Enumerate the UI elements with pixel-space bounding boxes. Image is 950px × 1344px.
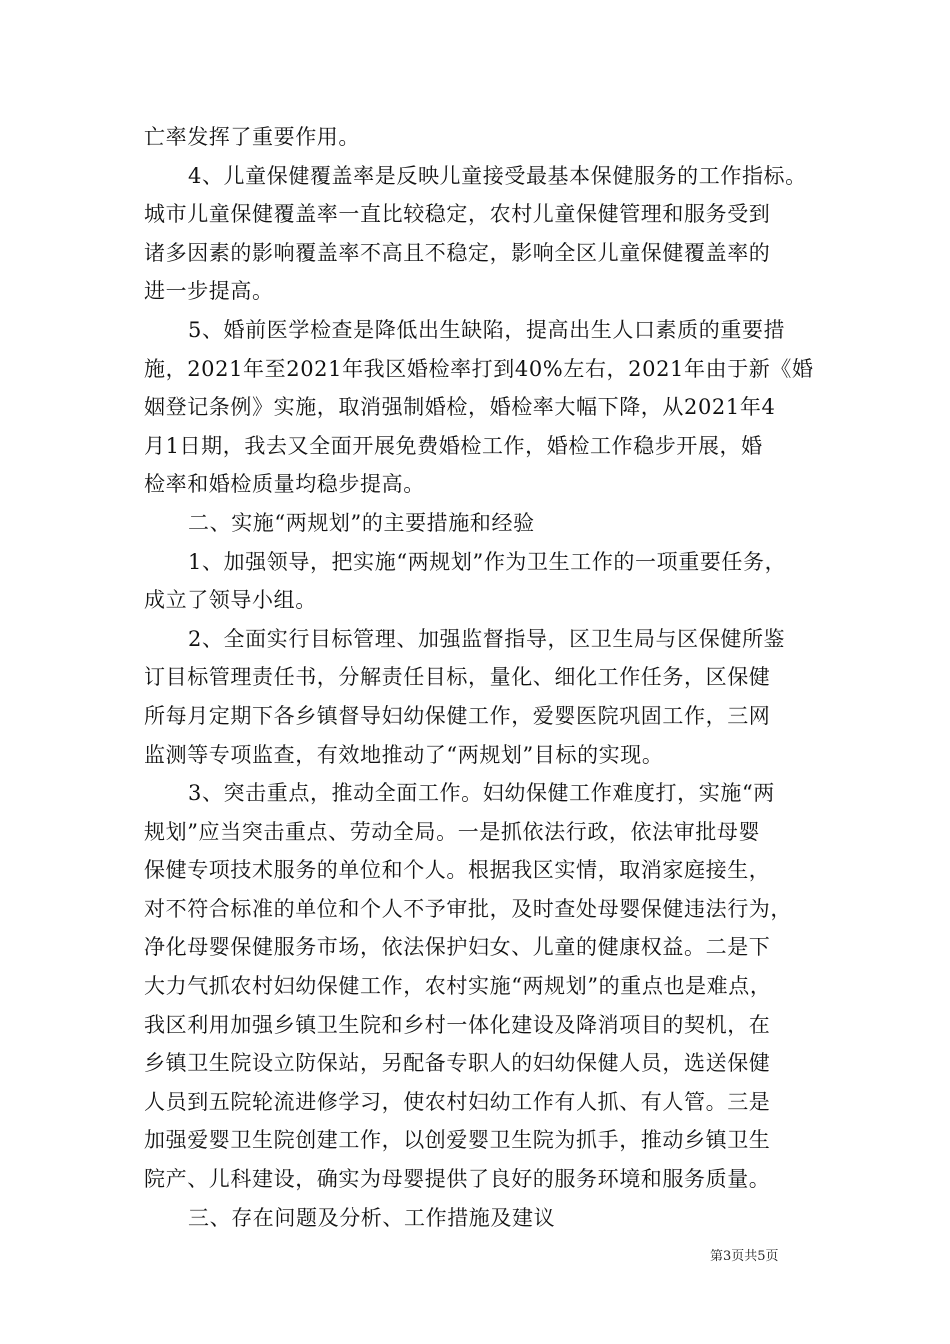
paragraph-start-line: 1、加强领导，把实施“两规划”作为卫生工作的一项重要任务， [188,549,787,574]
paragraph-start-line: 2、全面实行目标管理、加强监督指导，区卫生局与区保健所鉴 [188,626,786,651]
text-line: 订目标管理责任书，分解责任目标，量化、细化工作任务，区保健 [144,665,771,690]
text-line: 姻登记条例》实施，取消强制婚检，婚检率大幅下降，从2021年4 [144,395,776,420]
text-line: 加强爱婴卫生院创建工作，以创爱婴卫生院为抓手，推动乡镇卫生 [144,1128,771,1153]
text-line: 大力气抓农村妇幼保健工作，农村实施“两规划”的重点也是难点， [144,974,772,999]
page-number-footer: 第3页共5页 [710,1249,779,1264]
text-line: 我区利用加强乡镇卫生院和乡村一体化建设及降消项目的契机，在 [144,1012,771,1037]
document-body [144,118,814,1237]
text-line: 成立了领导小组。 [144,588,317,613]
text-line: 检率和婚检质量均稳步提高。 [144,472,425,497]
paragraph-start-line: 4、儿童保健覆盖率是反映儿童接受最基本保健服务的工作指标。 [188,163,807,188]
paragraph-start-line: 3、突击重点，推动全面工作。妇幼保健工作难度打，实施“两 [188,781,775,806]
text-line: 规划”应当突击重点、劳动全局。一是抓依法行政，依法审批母婴 [144,819,761,844]
section-heading: 三、存在问题及分析、工作措施及建议 [188,1205,556,1230]
text-line: 人员到五院轮流进修学习，使农村妇幼工作有人抓、有人管。三是 [144,1089,771,1114]
text-line: 诸多因素的影响覆盖率不高且不稳定，影响全区儿童保健覆盖率的 [144,240,771,265]
text-line: 净化母婴保健服务市场，依法保护妇女、儿童的健康权益。二是下 [144,935,771,960]
text-line: 对不符合标准的单位和个人不予审批，及时查处母婴保健违法行为， [144,896,792,921]
text-line: 监测等专项监查，有效地推动了“两规划”目标的实现。 [144,742,664,767]
text-line: 月1日期，我去又全面开展免费婚检工作，婚检工作稳步开展，婚 [144,433,763,458]
paragraph-start-line: 5、婚前医学检查是降低出生缺陷，提高出生人口素质的重要措 [188,317,786,342]
text-line: 施，2021年至2021年我区婚检率打到40%左右，2021年由于新《婚 [144,356,814,381]
text-line: 进一步提高。 [144,279,274,304]
text-line: 院产、儿科建设，确实为母婴提供了良好的服务环境和服务质量。 [144,1167,771,1192]
text-line: 乡镇卫生院设立防保站，另配备专职人的妇幼保健人员，选送保健 [144,1051,771,1076]
section-heading: 二、实施“两规划”的主要措施和经验 [188,510,535,535]
text-line: 所每月定期下各乡镇督导妇幼保健工作，爱婴医院巩固工作，三网 [144,703,771,728]
text-line: 亡率发挥了重要作用。 [144,125,360,149]
text-line: 保健专项技术服务的单位和个人。根据我区实情，取消家庭接生， [144,858,771,883]
text-line: 城市儿童保健覆盖率一直比较稳定，农村儿童保健管理和服务受到 [144,202,771,227]
